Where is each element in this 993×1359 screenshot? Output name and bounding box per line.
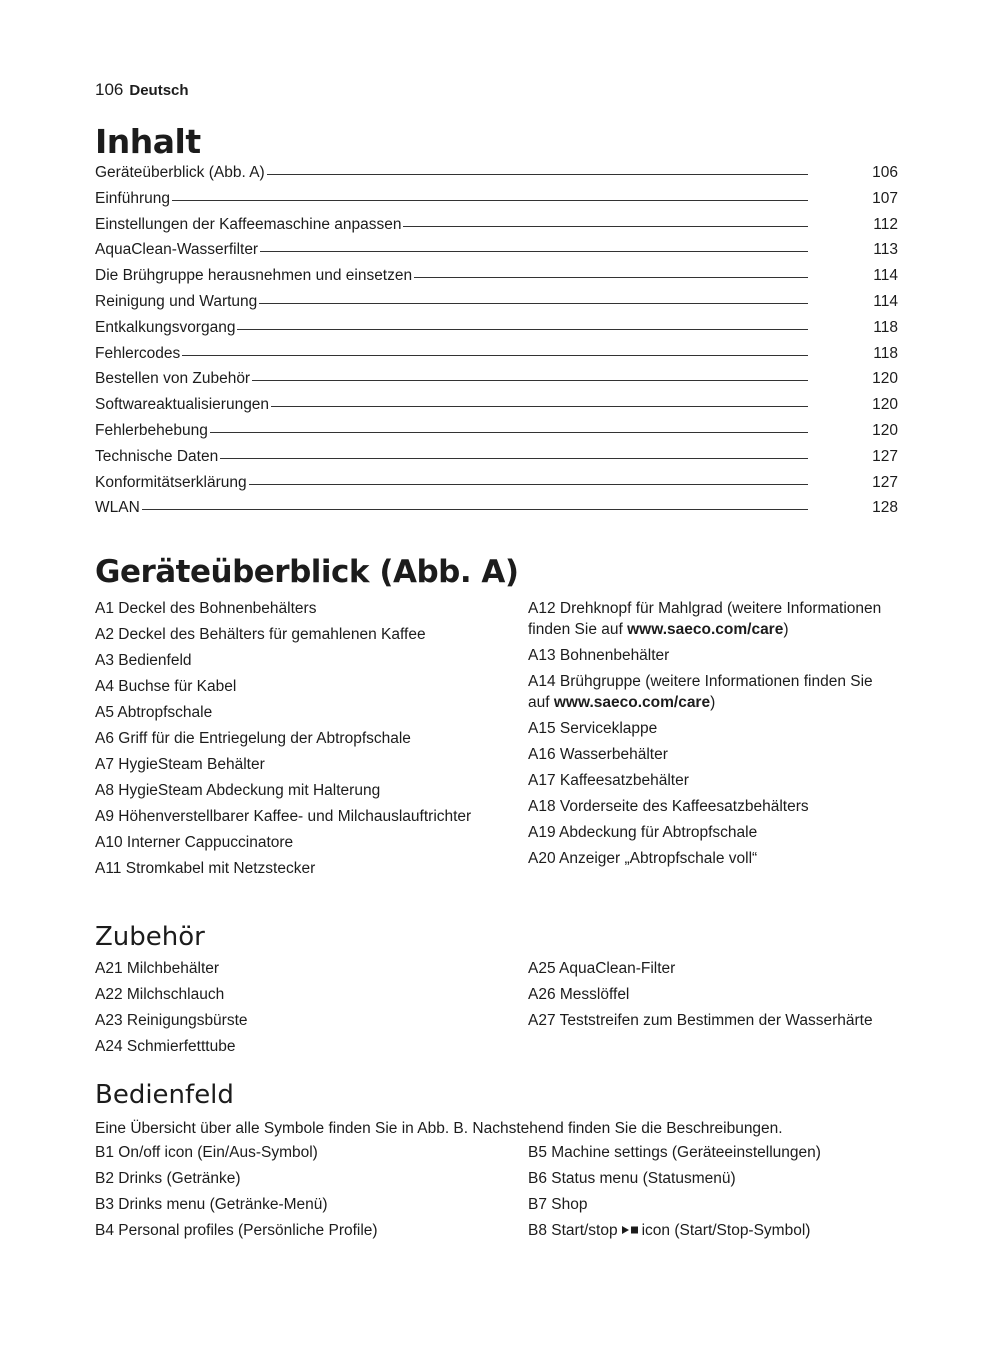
- toc-entry[interactable]: [95, 370, 898, 396]
- control-panel-title: Bedienfeld: [95, 1080, 234, 1110]
- toc-entry-page: 118: [873, 344, 898, 362]
- accessory-item: A26 Messlöffel: [528, 986, 630, 1003]
- toc-entry[interactable]: [95, 267, 898, 293]
- accessory-item: A27 Teststreifen zum Bestimmen der Wasserhärte: [528, 1012, 873, 1029]
- play-stop-icon: [621, 1220, 639, 1241]
- toc-entry-label: Fehlerbehebung: [95, 421, 208, 439]
- accessories-columns: [95, 958, 898, 1062]
- table-of-contents: [95, 164, 898, 525]
- toc-leader-line: [403, 226, 808, 227]
- toc-entry[interactable]: [95, 293, 898, 319]
- toc-entry[interactable]: [95, 499, 898, 525]
- control-panel-item: B6 Status menu (Statusmenü): [528, 1170, 736, 1187]
- toc-entry-page: 120: [872, 396, 898, 414]
- overview-item: A11 Stromkabel mit Netzstecker: [95, 860, 316, 877]
- toc-entry-label: Die Brühgruppe herausnehmen und einsetzen: [95, 267, 413, 285]
- toc-leader-line: [237, 329, 808, 330]
- a12-text: A12 Drehknopf für Mahlgrad (weitere Informationen finden Sie auf: [528, 600, 882, 638]
- toc-entry-label: Bestellen von Zubehör: [95, 370, 251, 388]
- overview-title: Geräteüberblick (Abb. A): [95, 554, 519, 590]
- overview-item: A3 Bedienfeld: [95, 652, 192, 669]
- a14-end: ): [710, 694, 716, 711]
- toc-entry-page: 107: [872, 189, 898, 207]
- accessory-item: A23 Reinigungsbürste: [95, 1012, 248, 1029]
- overview-left-list: [95, 598, 528, 884]
- toc-entry-label: Konformitätserklärung: [95, 473, 247, 491]
- toc-entry-label: Einführung: [95, 189, 170, 207]
- control-panel-item: B7 Shop: [528, 1196, 588, 1213]
- control-panel-item: B2 Drinks (Getränke): [95, 1170, 241, 1187]
- overview-item: A20 Anzeiger „Abtropfschale voll“: [528, 850, 758, 867]
- accessory-item: A22 Milchschlauch: [95, 986, 225, 1003]
- overview-item: A16 Wasserbehälter: [528, 746, 668, 763]
- saeco-care-link[interactable]: www.saeco.com/care: [627, 621, 784, 638]
- page-header: [95, 80, 189, 100]
- header-language: Deutsch: [129, 82, 189, 99]
- overview-item: A2 Deckel des Behälters für gemahlenen Kaffee: [95, 626, 426, 643]
- toc-entry[interactable]: [95, 164, 898, 190]
- toc-entry-label: Fehlercodes: [95, 344, 181, 362]
- accessories-right-list: [528, 958, 898, 1062]
- toc-title: Inhalt: [95, 122, 201, 161]
- toc-leader-line: [249, 484, 808, 485]
- saeco-care-link[interactable]: www.saeco.com/care: [553, 694, 711, 711]
- toc-leader-line: [252, 380, 808, 381]
- toc-entry-label: Entkalkungsvorgang: [95, 318, 236, 336]
- control-panel-intro: Eine Übersicht über alle Symbole finden Sie in Abb. B. Nachstehend finden Sie die Beschreibungen.: [95, 1120, 783, 1137]
- toc-entry[interactable]: [95, 396, 898, 422]
- control-panel-item: B3 Drinks menu (Getränke-Menü): [95, 1196, 328, 1213]
- toc-entry[interactable]: [95, 190, 898, 216]
- toc-entry-label: Reinigung und Wartung: [95, 292, 258, 310]
- control-panel-item: B1 On/off icon (Ein/Aus-Symbol): [95, 1144, 318, 1161]
- toc-entry-page: 106: [872, 164, 898, 181]
- accessory-item: A25 AquaClean-Filter: [528, 960, 676, 977]
- toc-entry-label: Softwareaktualisierungen: [95, 396, 270, 414]
- toc-entry-page: 120: [872, 370, 898, 388]
- toc-leader-line: [260, 251, 808, 252]
- toc-leader-line: [271, 406, 808, 407]
- toc-entry[interactable]: [95, 319, 898, 345]
- toc-leader-line: [267, 174, 808, 175]
- toc-entry-label: WLAN: [95, 499, 140, 517]
- toc-entry-page: 114: [873, 267, 898, 285]
- toc-leader-line: [259, 303, 808, 304]
- accessories-title: Zubehör: [95, 922, 205, 952]
- list-item-a13: A13 Bohnenbehälter: [528, 647, 670, 664]
- toc-entry[interactable]: [95, 241, 898, 267]
- b8-suffix: icon (Start/Stop-Symbol): [641, 1222, 811, 1239]
- toc-entry[interactable]: [95, 448, 898, 474]
- toc-entry-page: 113: [873, 241, 898, 259]
- overview-item: A18 Vorderseite des Kaffeesatzbehälters: [528, 798, 809, 815]
- toc-leader-line: [220, 458, 808, 459]
- toc-entry-page: 118: [873, 318, 898, 336]
- toc-entry-label: AquaClean-Wasserfilter: [95, 241, 259, 259]
- overview-item: A10 Interner Cappuccinatore: [95, 834, 294, 851]
- toc-leader-line: [414, 277, 808, 278]
- accessory-item: A24 Schmierfetttube: [95, 1038, 236, 1055]
- control-panel-right-list: [528, 1142, 898, 1246]
- control-panel-item: B4 Personal profiles (Persönliche Profile): [95, 1222, 378, 1239]
- b8-label: B8 Start/stop: [528, 1222, 618, 1239]
- overview-right-list: [528, 598, 898, 884]
- overview-item: A8 HygieSteam Abdeckung mit Halterung: [95, 782, 381, 799]
- control-panel-item-b8: [528, 1220, 898, 1241]
- toc-entry-label: Geräteüberblick (Abb. A): [95, 164, 265, 181]
- toc-leader-line: [142, 509, 808, 510]
- toc-leader-line: [210, 432, 808, 433]
- toc-entry-label: Einstellungen der Kaffeemaschine anpassen: [95, 215, 402, 233]
- a14-text: A14 Brühgruppe (weitere Informationen finden Sie auf: [528, 673, 873, 711]
- overview-item: A6 Griff für die Entriegelung der Abtropfschale: [95, 730, 411, 747]
- overview-item: A7 HygieSteam Behälter: [95, 756, 265, 773]
- list-item-a14: [528, 671, 898, 713]
- toc-leader-line: [172, 200, 808, 201]
- toc-entry-page: 127: [872, 473, 898, 491]
- control-panel-left-list: [95, 1142, 528, 1246]
- overview-item: A4 Buchse für Kabel: [95, 678, 237, 695]
- overview-item: A9 Höhenverstellbarer Kaffee- und Milchauslauftrichter: [95, 808, 472, 825]
- accessory-item: A21 Milchbehälter: [95, 960, 220, 977]
- overview-item: A17 Kaffeesatzbehälter: [528, 772, 689, 789]
- toc-entry-page: 120: [872, 421, 898, 439]
- a12-end: ): [783, 621, 789, 638]
- control-panel-columns: [95, 1142, 898, 1246]
- accessories-left-list: [95, 958, 528, 1062]
- toc-entry[interactable]: [95, 345, 898, 371]
- overview-item: A19 Abdeckung für Abtropfschale: [528, 824, 758, 841]
- overview-item: A15 Serviceklappe: [528, 720, 658, 737]
- toc-entry-page: 127: [872, 447, 898, 465]
- toc-leader-line: [182, 355, 808, 356]
- toc-entry-page: 128: [872, 499, 898, 517]
- overview-item: A1 Deckel des Bohnenbehälters: [95, 600, 317, 617]
- toc-entry-page: 114: [873, 292, 898, 310]
- toc-entry-label: Technische Daten: [95, 447, 219, 465]
- toc-entry[interactable]: [95, 422, 898, 448]
- page-number: 106: [95, 80, 124, 99]
- overview-item: A5 Abtropfschale: [95, 704, 213, 721]
- toc-entry[interactable]: [95, 474, 898, 500]
- list-item-a12: [528, 598, 898, 640]
- toc-entry[interactable]: [95, 216, 898, 242]
- control-panel-item: B5 Machine settings (Geräteeinstellungen): [528, 1144, 821, 1161]
- overview-columns: [95, 598, 898, 884]
- toc-entry-page: 112: [873, 215, 898, 233]
